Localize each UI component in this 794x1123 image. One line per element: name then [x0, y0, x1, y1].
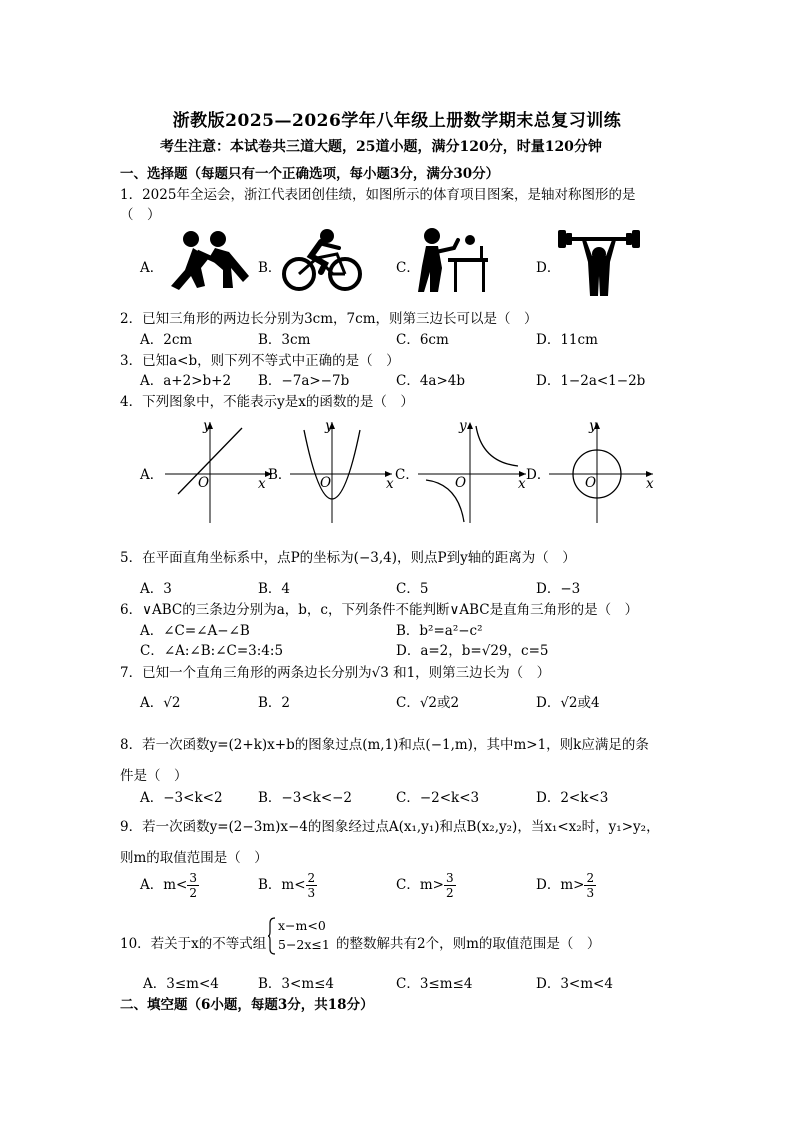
q1-label-d: D．	[536, 260, 561, 276]
q4-d-origin: O	[585, 475, 597, 491]
q8-option-b: B．−3<k<−2	[258, 790, 353, 806]
q4-graph-c-hyperbola	[414, 418, 530, 526]
q3-option-c: C．4a>4b	[396, 373, 466, 389]
q8-option-d: D．2<k<3	[536, 790, 609, 806]
q7-stem: 7．已知一个直角三角形的两条边长分别为√3 和1，则第三边长为（ ）	[120, 665, 551, 681]
wrestling-icon	[163, 230, 253, 292]
q4-c-x-label: x	[518, 476, 526, 492]
q6-option-b: B．b²=a²−c²	[396, 623, 483, 639]
q8-stem-line2: 件是（ ）	[120, 768, 188, 784]
q9-option-c: C．m> $\frac{3}{2}$	[396, 871, 454, 900]
q2-stem: 2．已知三角形的两边长分别为3cm，7cm，则第三边长可以是（ ）	[120, 311, 538, 327]
q6-option-c: C．∠A:∠B:∠C=3:4:5	[140, 643, 284, 659]
q10-option-b: B．3<m≤4	[258, 976, 335, 992]
q10-stem-b: 的整数解共有2个，则m的取值范围是（ ）	[336, 936, 601, 952]
q8-stem-line1: 8．若一次函数y=(2+k)x+b的图象过点(m,1)和点(−1,m)，其中m>1，则k应满足的条	[120, 737, 649, 753]
q5-option-d: D．−3	[536, 581, 581, 597]
q6-option-a: A．∠C=∠A−∠B	[140, 623, 250, 639]
q4-d-y-label: y	[589, 418, 597, 434]
q5-option-b: B．4	[258, 581, 291, 597]
q4-label-a: A．	[140, 467, 164, 483]
q4-c-y-label: y	[459, 418, 467, 434]
q8-option-a: A．−3<k<2	[140, 790, 223, 806]
q9-option-b: B．m< $\frac{2}{3}$	[258, 871, 316, 900]
cycling-icon	[281, 228, 363, 294]
q1-label-c: C．	[396, 260, 420, 276]
q10-option-a: A．3≤m<4	[143, 976, 219, 992]
q3-option-d: D．1−2a<1−2b	[536, 373, 646, 389]
q4-b-x-label: x	[386, 476, 394, 492]
q8-option-c: C．−2<k<3	[396, 790, 480, 806]
q9-stem-line2: 则m的取值范围是（ ）	[120, 850, 268, 866]
q4-a-origin: O	[198, 475, 210, 491]
q4-graph-b-parabola	[286, 418, 396, 526]
table-tennis-icon	[418, 226, 490, 296]
q10-inequality-1: x−m<0	[278, 918, 326, 933]
q4-d-x-label: x	[646, 476, 654, 492]
q10-brace	[268, 917, 276, 955]
q1-paren: （ ）	[120, 207, 161, 223]
q1-stem: 1．2025年全运会，浙江代表团创佳绩，如图所示的体育项目图案，是轴对称图形的是	[120, 187, 636, 203]
exam-notice: 考生注意：本试卷共三道大题，25道小题，满分120分，时量120分钟	[160, 139, 602, 155]
q10-option-c: C．3≤m≤4	[396, 976, 473, 992]
q4-a-y-label: y	[203, 418, 211, 434]
q3-option-a: A．a+2>b+2	[140, 373, 232, 389]
q7-option-a: A．√2	[140, 695, 181, 711]
section-2-heading: 二、填空题（6小题，每题3分，共18分）	[120, 997, 374, 1013]
q4-stem: 4．下列图象中，不能表示y是x的函数的是（ ）	[120, 394, 414, 410]
q7-option-d: D．√2或4	[536, 695, 600, 711]
q9-option-d: D．m> $\frac{2}{3}$	[536, 871, 595, 900]
section-1-heading: 一、选择题（每题只有一个正确选项，每小题3分，满分30分）	[120, 166, 500, 182]
q4-b-y-label: y	[325, 418, 333, 434]
q4-c-origin: O	[455, 475, 467, 491]
q2-option-d: D．11cm	[536, 332, 598, 348]
weightlifting-icon	[558, 226, 640, 298]
q4-label-d: D．	[526, 467, 551, 483]
q3-option-b: B．−7a>−7b	[258, 373, 350, 389]
q6-option-d: D．a=2，b=√29，c=5	[396, 643, 549, 659]
q5-stem: 5．在平面直角坐标系中，点P的坐标为(−3,4)，则点P到y轴的距离为（ ）	[120, 550, 576, 566]
q5-option-c: C．5	[396, 581, 429, 597]
q2-option-a: A．2cm	[140, 332, 193, 348]
q7-option-b: B．2	[258, 695, 291, 711]
q2-option-b: B．3cm	[258, 332, 311, 348]
q4-a-x-label: x	[258, 476, 266, 492]
q6-stem: 6．∨ABC的三条边分别为a，b，c，下列条件不能判断∨ABC是直角三角形的是（ ）	[120, 602, 639, 618]
q7-option-c: C．√2或2	[396, 695, 460, 711]
q3-stem: 3．已知a<b，则下列不等式中正确的是（ ）	[120, 353, 400, 369]
q1-label-b: B．	[258, 260, 282, 276]
q4-label-c: C．	[395, 467, 419, 483]
q5-option-a: A．3	[140, 581, 172, 597]
q9-option-a: A．m< $\frac{3}{2}$	[140, 871, 198, 900]
q10-stem-a: 10．若关于x的不等式组	[120, 936, 267, 952]
q4-label-b: B．	[268, 467, 292, 483]
q10-inequality-2: 5−2x≤1	[278, 937, 330, 952]
q4-graph-d-circle	[545, 418, 657, 526]
q9-stem-line1: 9．若一次函数y=(2−3m)x−4的图象经过点A(x₁,y₁)和点B(x₂,y₂)，当x₁<x₂时，y₁>y₂，	[120, 819, 660, 835]
q4-graph-a-line	[160, 418, 275, 526]
q1-label-a: A．	[140, 260, 164, 276]
q4-b-origin: O	[320, 475, 332, 491]
q10-option-d: D．3<m<4	[536, 976, 613, 992]
page-title: 浙教版2025—2026学年八年级上册数学期末总复习训练	[172, 111, 622, 131]
q2-option-c: C．6cm	[396, 332, 449, 348]
